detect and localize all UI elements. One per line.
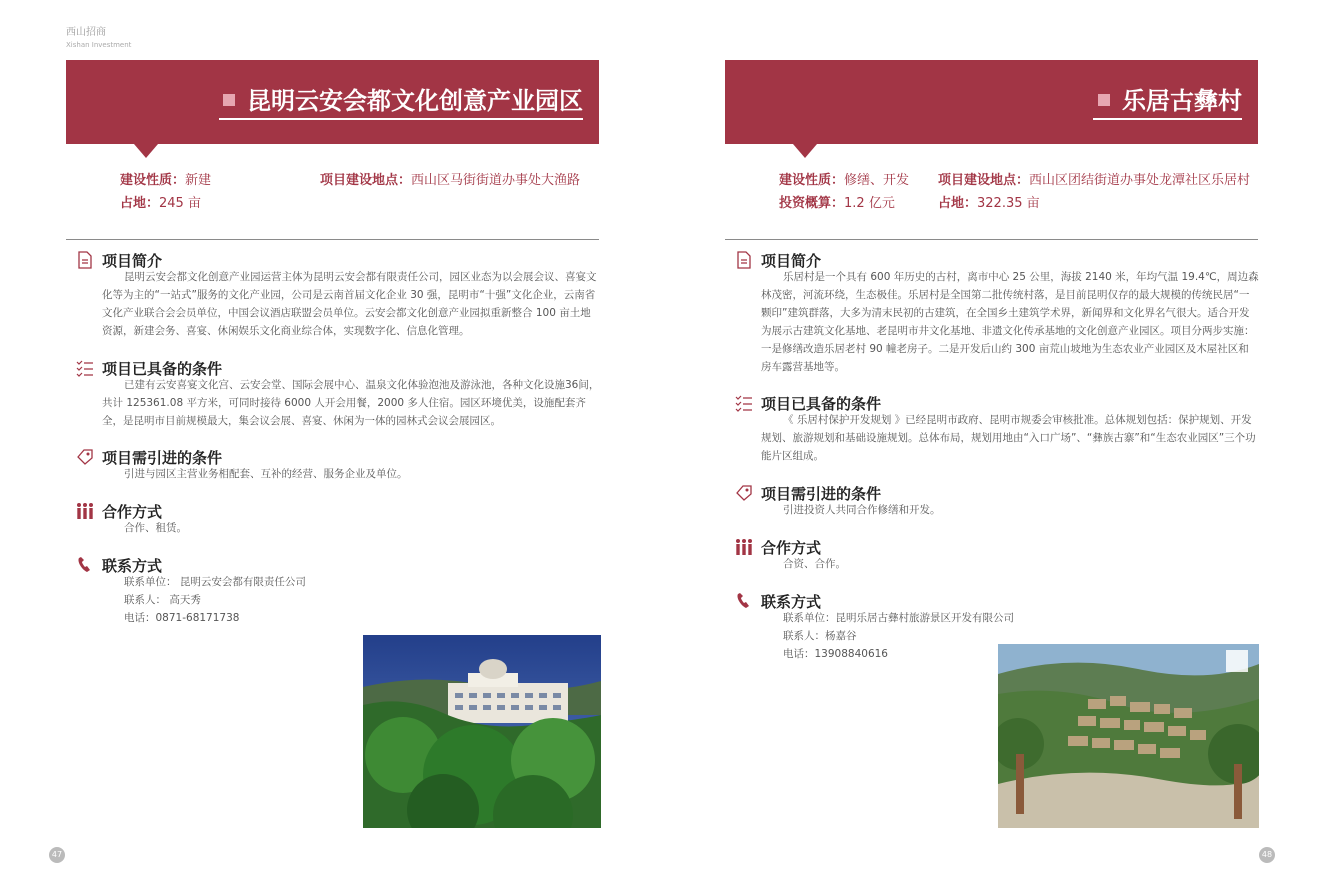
value: 322.35 亩 <box>977 196 1040 211</box>
value: 1.2 亿元 <box>844 196 895 211</box>
section-text: 《 乐居村保护开发规划 》已经昆明市政府、昆明市规委会审核批准。总体规划包括：保护规划、开发规划、旅游规划和基础设施规划。总体布局，规划用地由“入口广场”、“彝族古寨”和“生态农业园区”三个功能片区组成。 <box>761 414 1256 462</box>
section-heading: 合作方式 <box>761 539 822 557</box>
section-heading: 合作方式 <box>102 503 163 521</box>
page-number: 47 <box>49 847 65 863</box>
left-title <box>223 86 583 116</box>
section-text: 已建有云安喜宴文化宫、云安会堂、国际会展中心、温泉文化体验泡池及游泳池，各种文化设施36间，共计 125361.08 平方米，可同时接待 6000 人开会用餐，2000 多人住宿。园区环境优美，设施配套齐全，是昆明市目前规模最大，集会议会展、喜宴、休闲为一体的园林式会议会展园区。 <box>102 379 600 427</box>
left-nature <box>120 169 211 188</box>
contact-person: 联系人：杨嘉谷 <box>783 630 857 642</box>
magazine-header <box>66 27 131 51</box>
section-text: 合资、合作。 <box>783 558 846 570</box>
contact-person: 联系人： 高天秀 <box>124 594 201 606</box>
tag-icon <box>735 484 753 502</box>
village-photo <box>998 644 1259 828</box>
people-icon <box>76 502 94 520</box>
phone-icon <box>735 592 753 610</box>
label: 项目建设地点： <box>320 173 412 188</box>
section-text: 引进与园区主营业务相配套、互补的经营、服务企业及单位。 <box>124 468 408 480</box>
section-heading: 项目简介 <box>761 252 822 270</box>
document-icon <box>76 251 94 269</box>
left-title-text: 昆明云安会都文化创意产业园区 <box>247 87 583 115</box>
section-text: 乐居村是一个具有 600 年历史的古村，离市中心 25 公里，海拔 2140 米，年均气温 19.4℃，周边森林茂密，河流环绕，生态极佳。乐居村是全国第二批传统村落，是目前昆明仅存的最大规模的传统民居“一颗印”建筑群落，大多为清末民初的古建筑，在全国乡土建筑学术界，新闻界和文化界名气很大。适合开发为展示古建筑文化基地、老昆明市井文化基地、非遗文化传承基地的文化创意产业园区。项目分两步实施：一是修缮改造乐居老村 90 幢老房子。二是开发后山约 300 亩荒山坡地为生态农业产业园区及木屋社区和房车露营基地等。 <box>761 271 1259 373</box>
right-nature <box>779 169 909 188</box>
divider <box>725 239 1258 240</box>
document-icon <box>735 251 753 269</box>
section-heading: 项目已具备的条件 <box>761 395 882 413</box>
title-underline <box>219 118 583 120</box>
park-photo-image <box>363 635 601 828</box>
value: 245 亩 <box>159 196 201 211</box>
label: 项目建设地点： <box>938 173 1030 188</box>
people-icon <box>735 538 753 556</box>
right-title-text: 乐居古彝村 <box>1122 87 1242 115</box>
section-heading: 项目需引进的条件 <box>761 485 882 503</box>
value: 西山区马街街道办事处大渔路 <box>411 173 581 188</box>
left-location <box>320 169 580 188</box>
section-heading: 项目简介 <box>102 252 163 270</box>
right-location <box>938 169 1250 188</box>
header-cn: 西山招商 <box>66 27 106 38</box>
contact-phone: 电话：0871-68171738 <box>124 612 240 624</box>
value: 西山区团结街道办事处龙潭社区乐居村 <box>1029 173 1251 188</box>
label: 占地： <box>938 196 978 211</box>
square-bullet-icon <box>1098 94 1110 106</box>
label: 占地： <box>120 196 160 211</box>
checklist-icon <box>76 359 94 377</box>
section-text: 昆明云安会都文化创意产业园运营主体为昆明云安会都有限责任公司，园区业态为以会展会议、喜宴文化等为主的“一站式”服务的文化产业园，公司是云南首届文化企业 30 强，昆明市“十强”文化企业，云南省文化产业联合会会员单位，中国会议酒店联盟会员单位。云安会都文化创意产业园拟重新整合 100 亩土地资源，新建会务、喜宴、休闲娱乐文化商业综合体，实现数字化、信息化管理。 <box>102 271 597 337</box>
tag-icon <box>76 448 94 466</box>
section-heading: 项目需引进的条件 <box>102 449 223 467</box>
right-title-banner <box>725 60 1258 144</box>
divider <box>66 239 599 240</box>
right-area <box>938 192 1040 211</box>
label: 投资概算： <box>779 196 845 211</box>
park-photo <box>363 635 601 828</box>
village-photo-image <box>998 644 1259 828</box>
right-invest <box>779 192 895 211</box>
section-heading: 联系方式 <box>761 593 822 611</box>
section-heading: 项目已具备的条件 <box>102 360 223 378</box>
section-heading: 联系方式 <box>102 557 163 575</box>
square-bullet-icon <box>223 94 235 106</box>
section-text: 引进投资人共同合作修缮和开发。 <box>783 504 941 516</box>
contact-phone: 电话：13908840616 <box>783 648 888 660</box>
banner-pointer <box>134 144 158 158</box>
contact-unit: 联系单位： 昆明云安会都有限责任公司 <box>124 576 306 588</box>
right-title <box>1098 86 1242 116</box>
left-title-banner <box>66 60 599 144</box>
page-number: 48 <box>1259 847 1275 863</box>
label: 建设性质： <box>779 173 845 188</box>
phone-icon <box>76 556 94 574</box>
checklist-icon <box>735 394 753 412</box>
left-area <box>120 192 201 211</box>
header-en: Xishan Investment <box>66 41 132 49</box>
banner-pointer <box>793 144 817 158</box>
section-text: 合作、租赁。 <box>124 522 187 534</box>
value: 修缮、开发 <box>844 173 910 188</box>
contact-unit: 联系单位：昆明乐居古彝村旅游景区开发有限公司 <box>783 612 1014 624</box>
label: 建设性质： <box>120 173 186 188</box>
value: 新建 <box>185 173 212 188</box>
title-underline <box>1093 118 1242 120</box>
